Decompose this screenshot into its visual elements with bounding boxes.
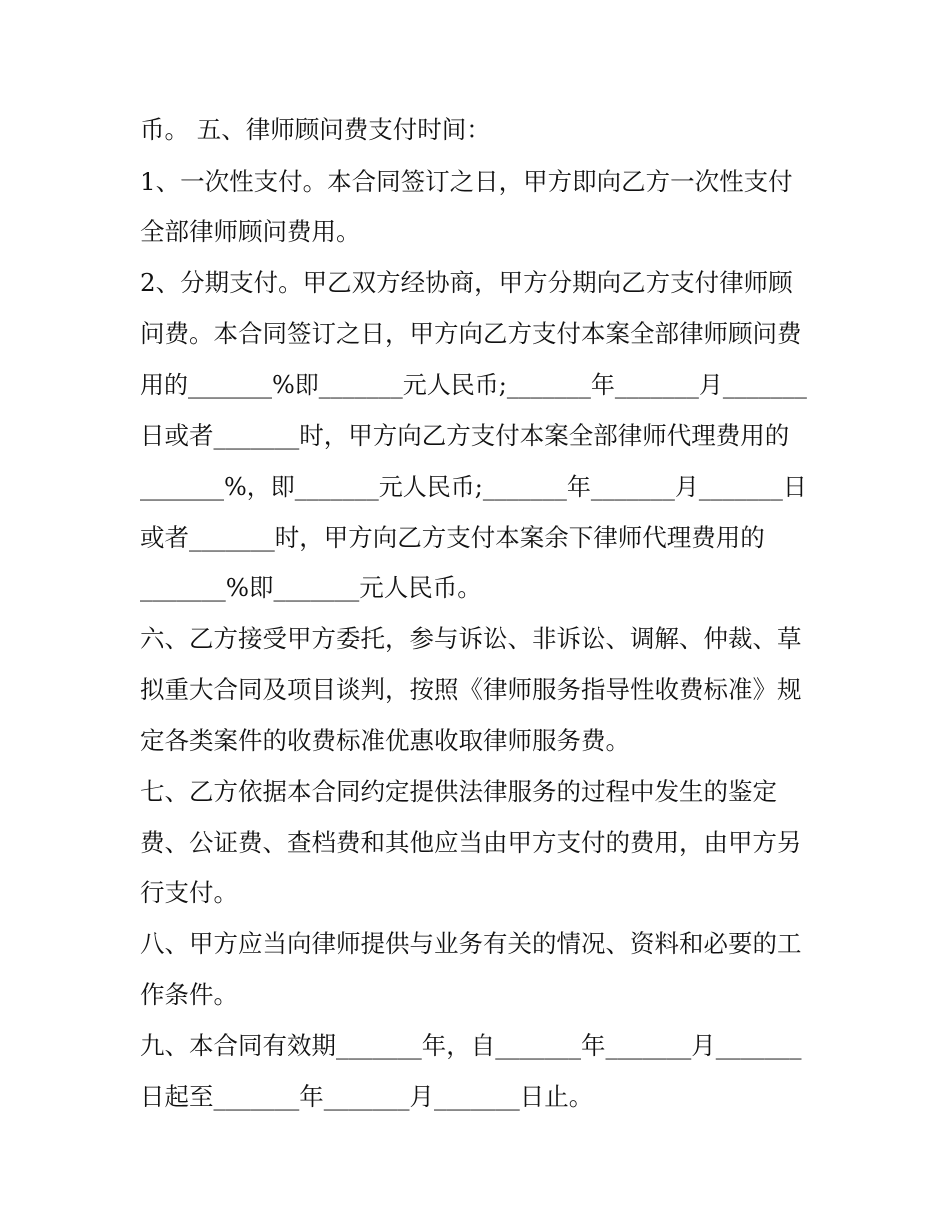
document-line: 日或者_______时，甲方向乙方支付本案全部律师代理费用的 [140, 421, 790, 450]
document-line: 六、乙方接受甲方委托，参与诉讼、非诉讼、调解、仲裁、草 [140, 624, 802, 653]
document-line: 定各类案件的收费标准优惠收取律师服务费。 [140, 726, 630, 755]
document-line: 作条件。 [140, 980, 238, 1009]
document-line: _______%，即_______元人民币;_______年_______月_______日 [140, 473, 807, 501]
document-line: 或者_______时，甲方向乙方支付本案余下律师代理费用的 [140, 523, 765, 552]
document-line: 1、一次性支付。本合同签订之日，甲方即向乙方一次性支付 [140, 167, 793, 196]
document-line: 全部律师顾问费用。 [140, 217, 361, 246]
document-line: 用的_______%即_______元人民币;_______年_______月_______ [140, 371, 807, 399]
document-line: 日起至_______年_______月_______日止。 [140, 1082, 594, 1111]
document-line: 币。 五、律师顾问费支付时间： [140, 115, 491, 144]
document-line: 行支付。 [140, 878, 238, 907]
document-line: 2、分期支付。甲乙双方经协商，甲方分期向乙方支付律师顾 [140, 268, 793, 297]
document-line: 费、公证费、查档费和其他应当由甲方支付的费用，由甲方另 [140, 828, 802, 857]
document-line: 七、乙方依据本合同约定提供法律服务的过程中发生的鉴定 [140, 777, 777, 806]
document-line: 问费。本合同签订之日，甲方向乙方支付本案全部律师顾问费 [140, 319, 802, 348]
document-line: _______%即_______元人民币。 [140, 573, 482, 602]
document-line: 拟重大合同及项目谈判，按照《律师服务指导性收费标准》规 [140, 675, 802, 704]
document-line: 九、本合同有效期_______年，自_______年_______月_______ [140, 1031, 802, 1060]
document-line: 八、甲方应当向律师提供与业务有关的情况、资料和必要的工 [140, 929, 802, 958]
